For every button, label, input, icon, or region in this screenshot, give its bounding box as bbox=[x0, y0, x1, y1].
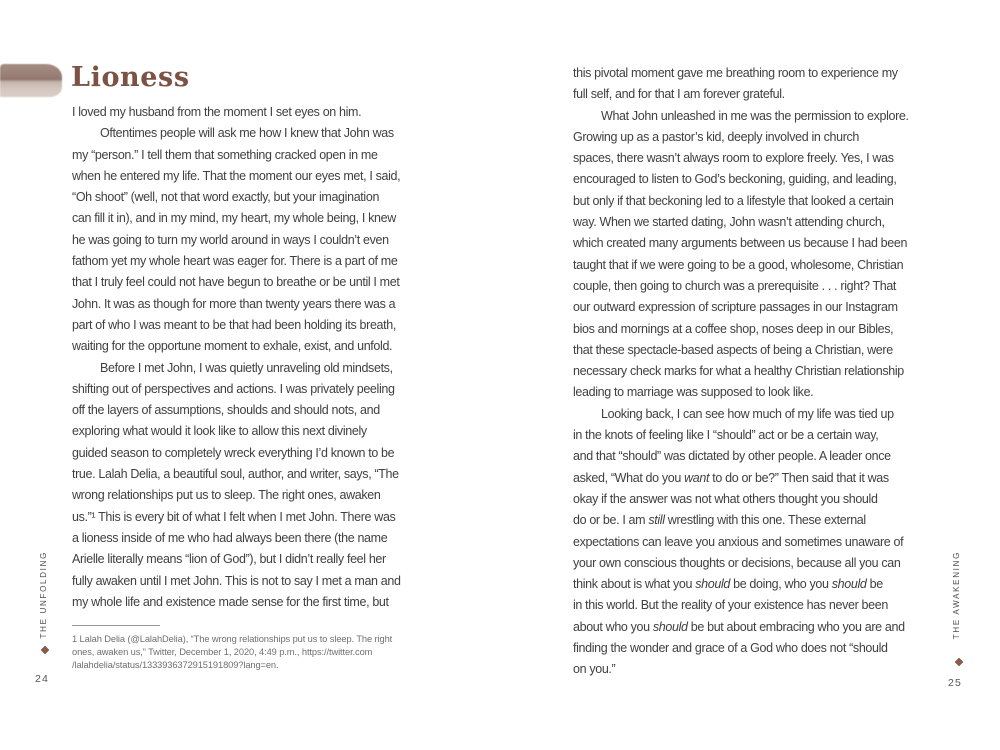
text-line: encouraged to listen to God’s beckoning, guiding, and leading, bbox=[573, 172, 897, 187]
watercolor-brush-stroke bbox=[0, 64, 62, 97]
text-line: couple, then going to church was a prerequisite . . . right? That bbox=[573, 278, 897, 293]
text-line: taught that if we were going to be a good, wholesome, Christian bbox=[573, 257, 904, 272]
text-line: way. When we started dating, John wasn’t attending church, bbox=[573, 215, 885, 230]
text-line: finding the wonder and grace of a God who does not “should bbox=[573, 641, 888, 656]
text-line: necessary check marks for what a healthy Christian relationship bbox=[573, 364, 904, 379]
left-page-body-text bbox=[72, 102, 434, 613]
text-line: in the knots of feeling like I “should” act or be a certain way, bbox=[573, 428, 879, 443]
text-line: my “person.” I tell them that something cracked open in me bbox=[72, 147, 378, 162]
text-line: expectations can leave you anxious and sometimes unaware of bbox=[573, 534, 904, 549]
text-line: Arielle literally means “lion of God”), but I didn’t really feel her bbox=[72, 552, 386, 567]
text-line: when he entered my life. That the moment our eyes met, I said, bbox=[72, 168, 401, 183]
text-line: waiting for the opportune moment to exhale, exist, and unfold. bbox=[72, 339, 393, 354]
footnote-divider bbox=[72, 625, 160, 626]
text-line: What John unleashed in me was the permission to explore. bbox=[601, 108, 909, 123]
text-line: that I truly feel could not have begun to breathe or be until I met bbox=[72, 275, 400, 290]
running-head-left: THE UNFOLDING bbox=[39, 551, 48, 639]
text-line: Looking back, I can see how much of my life was tied up bbox=[601, 406, 894, 421]
paragraph bbox=[573, 63, 935, 106]
text-line: wrong relationships put us to sleep. The right ones, awaken bbox=[72, 488, 381, 503]
text-line: our outward expression of scripture passages in our Instagram bbox=[573, 300, 898, 315]
text-line: I loved my husband from the moment I set eyes on him. bbox=[72, 105, 362, 119]
paragraph bbox=[72, 358, 434, 614]
text-line: John. It was as though for more than twenty years there was a bbox=[72, 296, 396, 311]
text-line: spaces, there wasn’t always room to explore freely. Yes, I was bbox=[573, 151, 894, 166]
text-line: true. Lalah Delia, a beautiful soul, author, and writer, says, “The bbox=[72, 467, 399, 482]
text-line: and that “should” was dictated by other people. A leader once bbox=[573, 449, 891, 464]
text-line: your own conscious thoughts or decisions, because all you can bbox=[573, 555, 901, 570]
text-line: fully awaken until I met John. This is not to say I met a man and bbox=[72, 573, 401, 588]
running-head-right: THE AWAKENING bbox=[952, 551, 961, 640]
paragraph bbox=[573, 404, 935, 681]
text-line: on you.” bbox=[573, 662, 616, 677]
text-line: a lioness inside of me who had always been there (the name bbox=[72, 530, 388, 545]
paragraph bbox=[72, 123, 434, 357]
text-line: full self, and for that I am forever grateful. bbox=[573, 87, 785, 102]
text-line: “Oh shoot” (well, not that word exactly, but your imagination bbox=[72, 190, 380, 205]
text-line: asked, “What do you want to do or be?” Then said that it was bbox=[573, 470, 889, 485]
text-line: that these spectacle-based aspects of being a Christian, were bbox=[573, 342, 893, 357]
diamond-icon bbox=[41, 646, 49, 654]
text-line: about who you should be but about embracing who you are and bbox=[573, 619, 905, 634]
paragraph bbox=[573, 106, 935, 404]
text-line: ones, awaken us,” Twitter, December 1, 2020, 4:49 p.m., https://twitter.com bbox=[72, 646, 373, 657]
text-line: shifting out of perspectives and actions. I was privately peeling bbox=[72, 381, 395, 396]
paragraph bbox=[72, 102, 434, 123]
footnote bbox=[72, 633, 442, 672]
right-page-body-text bbox=[573, 63, 935, 681]
text-line: think about is what you should be doing, who you should be bbox=[573, 577, 883, 592]
text-line: off the layers of assumptions, shoulds and should nots, and bbox=[72, 403, 380, 418]
text-line: bios and mornings at a coffee shop, noses deep in our Bibles, bbox=[573, 321, 894, 336]
text-line: us.”¹ This is every bit of what I felt when I met John. There was bbox=[72, 509, 396, 524]
text-line: Oftentimes people will ask me how I knew that John was bbox=[100, 126, 394, 141]
text-line: my whole life and existence made sense for the first time, but bbox=[72, 594, 389, 609]
text-line: this pivotal moment gave me breathing room to experience my bbox=[573, 66, 898, 80]
text-line: Before I met John, I was quietly unraveling old mindsets, bbox=[100, 360, 393, 375]
text-line: fathom yet my whole heart was eager for. There is a part of me bbox=[72, 254, 398, 269]
text-line: 1 Lalah Delia (@LalahDelia), “The wrong relationships put us to sleep. The right bbox=[72, 634, 393, 644]
text-line: leading to marriage was supposed to look like. bbox=[573, 385, 814, 400]
page-number-right: 25 bbox=[948, 677, 963, 689]
diamond-icon bbox=[955, 658, 963, 666]
text-line: can fill it in), and in my mind, my heart, my whole being, I knew bbox=[72, 211, 396, 226]
text-line: exploring what would it look like to allow this next divinely bbox=[72, 424, 367, 439]
page-number-left: 24 bbox=[35, 673, 50, 685]
text-line: which created many arguments between us because I had been bbox=[573, 236, 908, 251]
text-line: /lalahdelia/status/1333936372915191809?lang=en. bbox=[72, 659, 279, 670]
text-line: do or be. I am still wrestling with this one. These external bbox=[573, 513, 866, 528]
text-line: part of who I was meant to be that had been holding its breath, bbox=[72, 317, 397, 332]
text-line: Growing up as a pastor’s kid, deeply involved in church bbox=[573, 129, 860, 144]
text-line: okay if the answer was not what others thought you should bbox=[573, 491, 878, 506]
chapter-title: Lioness bbox=[71, 62, 190, 93]
text-line: guided season to completely wreck everything I’d known to be bbox=[72, 445, 395, 460]
text-line: but only if that beckoning led to a lifestyle that looked a certain bbox=[573, 193, 894, 208]
text-line: in this world. But the reality of your existence has never been bbox=[573, 598, 888, 613]
text-line: he was going to turn my world around in ways I couldn’t even bbox=[72, 232, 389, 247]
